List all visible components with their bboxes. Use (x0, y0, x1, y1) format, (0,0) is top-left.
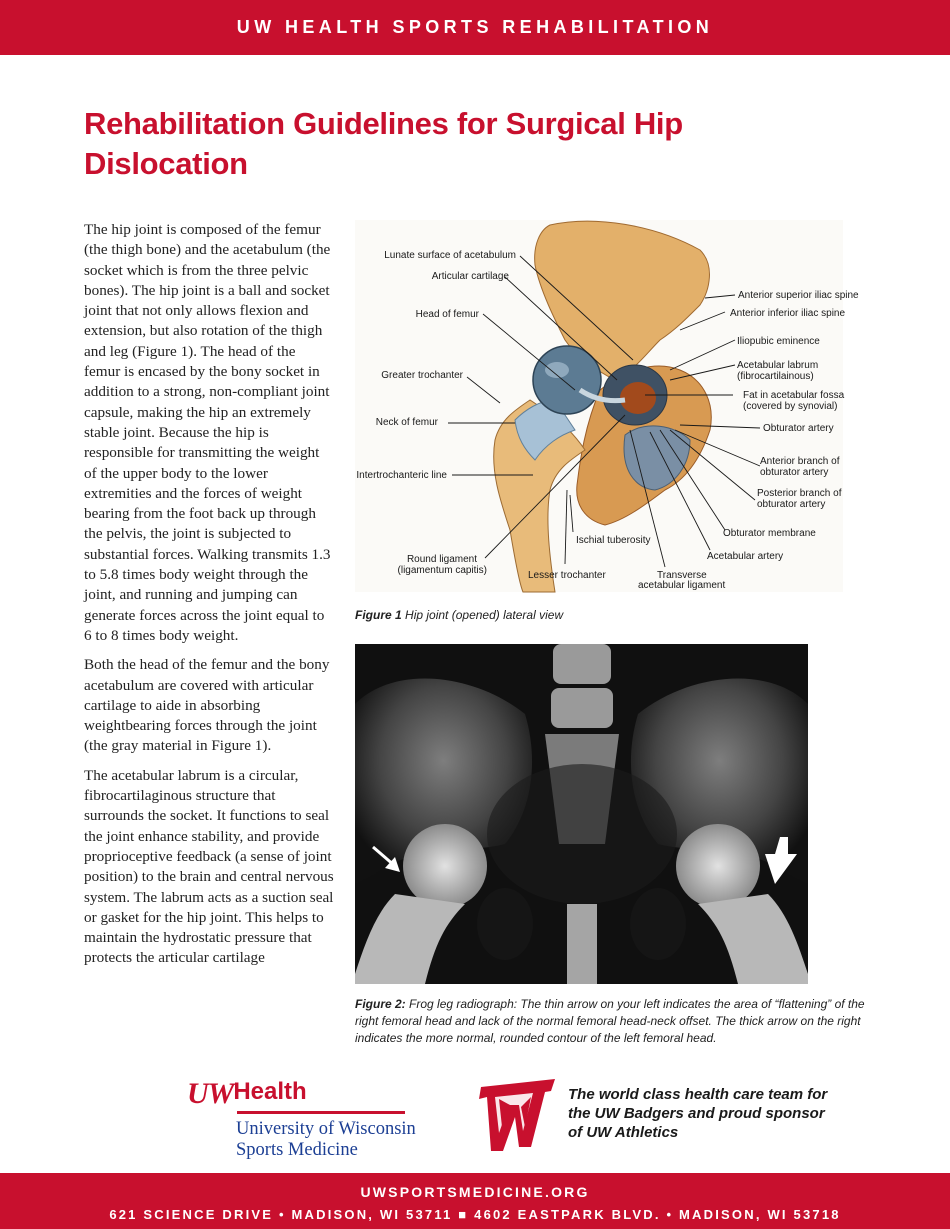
uw-health-logo (187, 1073, 417, 1163)
logo-subtitle-line-2: Sports Medicine (236, 1140, 358, 1160)
label-neck-of-femur: Neck of femur (375, 417, 438, 428)
page-title: Rehabilitation Guidelines for Surgical Hip Dislocation (84, 106, 683, 181)
uw-health-wordmark (187, 1077, 307, 1111)
top-banner: UW HEALTH SPORTS REHABILITATION (0, 0, 950, 55)
uw-sports-medicine-wordmark (236, 1119, 416, 1161)
body-paragraph: Both the head of the femur and the bony acetabulum are covered with articular cartilage to aide in absorbing weightbearing forces through the joint (the gray material in Figure 1). (84, 656, 330, 755)
footer-address: 621 SCIENCE DRIVE • MADISON, WI 53711 ■ 4602 EASTPARK BLVD. • MADISON, WI 53718 (109, 1207, 841, 1222)
body-text-column (84, 220, 334, 978)
figure-2-radiograph (355, 644, 808, 984)
logo-subtitle-line-1: University of Wisconsin (236, 1119, 416, 1139)
label-acetabular-labrum-sub: (fibrocartilainous) (737, 371, 814, 382)
label-iliopubic-eminence: Iliopubic eminence (737, 336, 820, 347)
label-round-ligament: Round ligament (406, 554, 477, 565)
label-greater-trochanter: Greater trochanter (381, 370, 463, 381)
label-fat-acetabular-fossa: Fat in acetabular fossa (743, 390, 845, 401)
figure-2-caption-label: Figure 2: (355, 997, 406, 1011)
label-transverse-ligament: Transverse (657, 570, 707, 581)
label-head-of-femur: Head of femur (415, 309, 479, 320)
label-anterior-branch-sub: obturator artery (760, 467, 829, 478)
label-transverse-ligament-sub: acetabular ligament (638, 580, 726, 591)
label-anterior-branch: Anterior branch of (760, 456, 840, 467)
label-acetabular-artery: Acetabular artery (707, 551, 784, 562)
label-posterior-branch-sub: obturator artery (757, 499, 826, 510)
hip-anatomy-illustration (355, 220, 859, 592)
figure-1-caption-label: Figure 1 (355, 608, 402, 622)
motion-w-logo (475, 1075, 557, 1160)
label-lesser-trochanter: Lesser trochanter (528, 570, 606, 581)
motion-w-icon (475, 1075, 557, 1155)
label-acetabular-labrum: Acetabular labrum (737, 360, 819, 371)
label-fat-acetabular-fossa-sub: (covered by synovial) (743, 401, 838, 412)
figure-1-caption (355, 607, 835, 624)
website-link[interactable]: UWSPORTSMEDICINE.ORG (360, 1184, 590, 1200)
label-lunate: Lunate surface of acetabulum (384, 250, 516, 261)
figure-1-hip-anatomy (355, 220, 859, 592)
health-wordmark: Health (233, 1078, 307, 1105)
footer-tagline: The world class health care team for the UW Badgers and proud sponsor of UW Athletics (568, 1086, 828, 1141)
label-obturator-artery: Obturator artery (763, 423, 834, 434)
figure-2-caption-text: Frog leg radiograph: The thin arrow on your left indicates the area of “flattening” of the right femoral head and lack of the normal femoral head-neck offset. The thick arrow on the right indicates the more normal, rounded contour of the left femoral head. (355, 997, 865, 1045)
figure-2-caption (355, 996, 865, 1047)
body-paragraph: The acetabular labrum is a circular, fibrocartilaginous structure that surrounds the socket. It functions to seal the joint enhance stability, and provide proprioceptive feedback (a sense of joint position) to the brain and central nervous system. The labrum acts as a suction seal or gasket for the hip joint. This helps to maintain the hydrostatic pressure that protects the articular cartilage (84, 766, 334, 967)
logo-divider (237, 1111, 405, 1114)
bottom-banner (0, 1173, 950, 1229)
label-round-ligament-sub: (ligamentum capitis) (397, 565, 487, 576)
footer-logos (0, 1065, 950, 1165)
frog-leg-radiograph (355, 644, 808, 984)
label-articular-cartilage: Articular cartilage (431, 271, 509, 282)
figure-1-caption-text: Hip joint (opened) lateral view (405, 608, 564, 622)
label-posterior-branch: Posterior branch of (757, 488, 842, 499)
body-paragraph: The hip joint is composed of the femur (the thigh bone) and the acetabulum (the socket which is from the three pelvic bones). The hip joint is a ball and socket joint that not only allows flexion and extension, but also rotation of the thigh and leg (Figure 1). The head of the femur is encased by the bony socket in addition to a strong, non-compliant joint capsule, making the hip an extremely stable joint. Because the hip is responsible for transmitting the weight of the upper body to the lower extremities and the forces of weight bearing from the foot back up through the pelvis, the joint is subjected to substantial forces. Walking transmits 1.3 to 5.8 times body weight through the joint, and running and jumping can generate forces across the joint equal to 6 to 8 times body weight. (84, 221, 331, 644)
uw-wordmark: UW (187, 1077, 234, 1110)
label-obturator-membrane: Obturator membrane (723, 528, 816, 539)
label-aiis: Anterior inferior iliac spine (730, 308, 846, 319)
label-intertrochanteric-line: Intertrochanteric line (356, 470, 447, 481)
label-asis: Anterior superior iliac spine (738, 290, 859, 301)
label-ischial-tuberosity: Ischial tuberosity (576, 535, 651, 546)
